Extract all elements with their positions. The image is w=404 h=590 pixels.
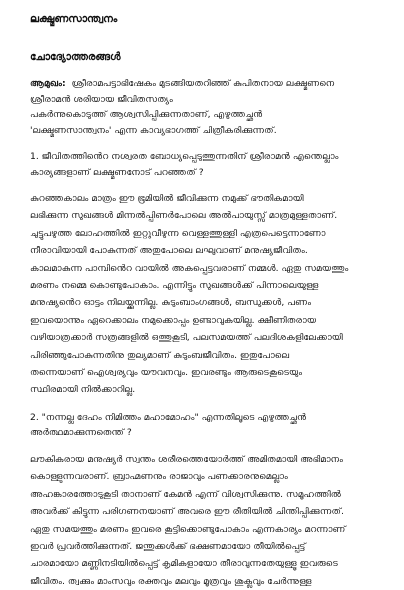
- question-2: [30, 410, 388, 441]
- intro-label: ആമുഖം:: [30, 78, 66, 89]
- answer-line: നീരാവിയായി പോകുന്നത് അതുപോലെ ലഘുവാണ് മനുഷ്യജീവിതം.: [30, 245, 308, 257]
- answer-line: പിരിഞ്ഞുപോകുന്നതിനു തുല്യമാണ് കുടുംബജീവിതം. ഇതുപോലെ: [30, 349, 290, 361]
- document-title: ലക്ഷ്മണസാന്ത്വനം: [30, 13, 118, 25]
- answer-line: ചാരമായോ മണ്ണിനടിയിൽപ്പെട്ട് കൃമികളായോ തീരാവുന്നതേയുള്ളൂ ഇവരുടെ: [30, 558, 338, 570]
- intro-paragraph: [30, 76, 388, 138]
- answer-line: തന്നെയാണ് ഐശ്വര്യവും യൗവനവും. ഇവരണ്ടും ആരുടെകൂടെയും: [30, 367, 303, 379]
- answer-line: കാലമാകുന്ന പാമ്പിൻെറ വായിൽ അകപ്പെട്ടവരാണ് നമ്മൾ. ഏതു സമയത്തും: [30, 262, 349, 274]
- answer-2: [30, 451, 388, 590]
- intro-text: ശ്രീരാമപട്ടാഭിഷേകം മുടങ്ങിയതറിഞ്ഞ് കുപിതനായ ലക്ഷ്മണനെ: [71, 78, 335, 89]
- intro-line: ശ്രീരാമൻ ശരിയായ ജീവിതസത്യം: [30, 93, 173, 105]
- answer-line: ഇവർ പ്രവർത്തിക്കുന്നത്. ജന്തുക്കൾക്ക് ഭക്ഷണമായോ തീയിൽപ്പെട്ട്: [30, 540, 306, 552]
- answer-1: [30, 190, 388, 399]
- answer-line: മരണം നമ്മെ കൊണ്ടുപോകാം. എന്നിട്ടും സുഖങ്ങൾക്ക് പിന്നാലെയുള്ള: [30, 280, 319, 292]
- answer-line: ഏതു സമയത്തും മരണം ഇവരെ കൂട്ടിക്കൊണ്ടുപോകാം എന്നകാര്യം മറന്നാണ്: [30, 523, 346, 535]
- question-line: 2. "നന്നല്ല ദേഹം നിമിത്തം മഹാമോഹം" എന്നതിലൂടെ എഴുത്തച്ഛൻ: [30, 411, 307, 423]
- answer-line: ലൗകികരായ മനുഷ്യർ സ്വന്തം ശരീരത്തെയോർത്ത് അമിതമായി അഭിമാനം: [30, 453, 344, 465]
- answer-line: അവർക്ക് കിട്ടുന്ന പരിഗണനയാണ് അവരെ ഈ രീതിയിൽ ചിന്തിപ്പിക്കുന്നത്.: [30, 506, 344, 518]
- answer-line: മനുഷ്യൻെറ ഓട്ടം നിലയ്ക്കുന്നില്ല. കുടുംബാംഗങ്ങൾ, ബന്ധുക്കൾ, പണം: [30, 297, 312, 309]
- question-line: 1. ജീവിതത്തിൻെറ നശ്വരത ബോധ്യപ്പെടുത്തുന്നതിന് ശ്രീരാമൻ എന്തെല്ലാം: [30, 151, 339, 162]
- section-subtitle: ചോദ്യോത്തരങ്ങൾ: [30, 51, 121, 63]
- question-line: കാര്യങ്ങളാണ് ലക്ഷ്മണനോട് പറഞ്ഞത് ?: [30, 166, 204, 178]
- answer-line: ചുട്ടുപഴുത്ത ലോഹത്തിൽ ഇറ്റുവീഴുന്ന വെള്ളത്തുള്ളി എത്രപെട്ടെന്നാണോ: [30, 227, 326, 239]
- answer-line: കുറഞ്ഞകാലം മാത്രം ഈ ഭൂമിയിൽ ജീവിക്കുന്ന നമുക്ക് ഭൗതികമായി: [30, 193, 304, 204]
- answer-line: ജീവിതം. ത്വക്കും മാംസവും രക്തവും മലവും മൂത്രവും ശുക്ലവും ചേർന്നുള്ള: [30, 575, 312, 587]
- answer-line: സ്ഥിരമായി നിൽക്കാറില്ല.: [30, 384, 136, 396]
- intro-line: [30, 76, 388, 92]
- intro-line: പകർന്നുകൊടുത്ത് ആശ്വസിപ്പിക്കുന്നതാണ്, എഴുത്തച്ഛൻ: [30, 109, 263, 120]
- answer-line: ഇവയൊന്നും ഏറെക്കാലം നമുക്കൊപ്പം ഉണ്ടാവുകയില്ല. ക്ഷീണിതരായ: [30, 314, 317, 326]
- answer-line: കൊള്ളുന്നവരാണ്. ബ്രാഹ്മണനും രാജാവും പണക്കാരനുമെല്ലാം: [30, 471, 288, 483]
- question-line: അർത്ഥമാക്കുന്നതെന്ത് ?: [30, 427, 132, 439]
- answer-line: അഹങ്കാരത്തോടുകൂടി താനാണ് കേമൻ എന്ന് വിശ്വസിക്കുന്നു. സമൂഹത്തിൽ: [30, 488, 342, 500]
- answer-line: ലഭിക്കുന്ന സുഖങ്ങൾ മിന്നൽപ്പിണർപോലെ അൽപായുസ്സ് മാത്രമുള്ളതാണ്.: [30, 210, 338, 222]
- question-1: [30, 149, 388, 180]
- answer-line: വഴിയാത്രക്കാർ സത്രങ്ങളിൽ ഒത്തുകൂടി, പലസമയത്ത് പലദിശകളിലേക്കായി: [30, 332, 343, 344]
- intro-line: 'ലക്ഷ്മണസാന്ത്വനം' എന്ന കാവ്യഭാഗത്ത് ചിത്രീകരിക്കുന്നത്.: [30, 124, 277, 136]
